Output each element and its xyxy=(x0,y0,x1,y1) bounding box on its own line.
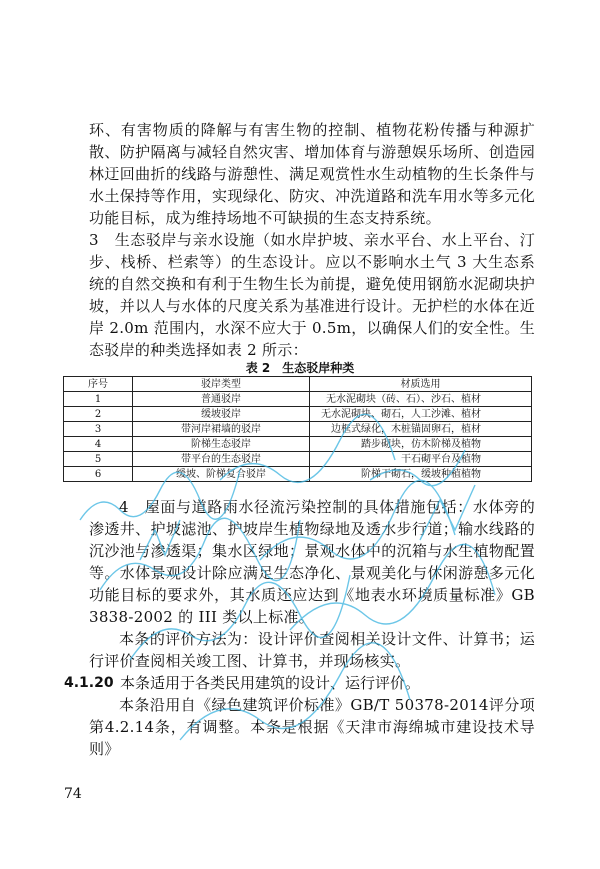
cell-material: 踏步砌块，仿木阶梯及植物 xyxy=(310,437,532,452)
cell-index: 3 xyxy=(64,422,133,437)
table-row xyxy=(64,407,532,422)
cell-index: 6 xyxy=(64,467,133,482)
page-number: 74 xyxy=(64,786,82,802)
cell-material: 无水泥砌块、砌石，人工沙滩、植材 xyxy=(310,407,532,422)
cell-index: 2 xyxy=(64,407,133,422)
cell-material: 干石砌平台及植物 xyxy=(310,452,532,467)
paragraph-clause-explanation: 本条沿用自《绿色建筑评价标准》GB/T 50378-2014评分项第4.2.14条，有调整。本条是根据《天津市海绵城市建设技术导则》 xyxy=(89,696,535,758)
clause-number: 4.1.20 xyxy=(64,675,114,691)
cell-index: 4 xyxy=(64,437,133,452)
table-row xyxy=(64,437,532,452)
cell-index: 5 xyxy=(64,452,133,467)
table-row xyxy=(64,422,532,437)
cell-revetment-type: 缓坡、阶梯复合驳岸 xyxy=(133,467,310,482)
cell-revetment-type: 带河岸裙墙的驳岸 xyxy=(133,422,310,437)
cell-revetment-type: 阶梯生态驳岸 xyxy=(133,437,310,452)
paragraph-evaluation-method: 本条的评价方法为：设计评价查阅相关设计文件、计算书；运行评价查阅相关竣工图、计算书，并现场核实。 xyxy=(89,630,535,670)
cell-revetment-type: 缓坡驳岸 xyxy=(133,407,310,422)
revetment-types-table xyxy=(63,376,532,482)
cell-material: 边框式绿化，木桩锚固卵石，植材 xyxy=(310,422,532,437)
cell-revetment-type: 带平台的生态驳岸 xyxy=(133,452,310,467)
cell-revetment-type: 普通驳岸 xyxy=(133,392,310,407)
table-header-row xyxy=(64,377,532,392)
paragraph-ecological-functions: 环、有害物质的降解与有害生物的控制、植物花粉传播与种源扩散、防护隔离与减轻自然灾害、增加体育与游憩娱乐场所、创造园林迂回曲折的线路与游憩性、满足观赏性水生动植物的生长条件与水土保持等作用，实现绿化、防灾、冲洗道路和洗车用水等多元化功能目标，成为维持场地不可缺损的生态支持系统。 xyxy=(89,121,535,227)
header-revetment-type: 驳岸类型 xyxy=(133,377,310,392)
paragraph-ecological-revetment: 3 生态驳岸与亲水设施（如水岸护坡、亲水平台、水上平台、汀步、栈桥、栏索等）的生态设计。应以不影响水土气 3 大生态系统的自然交换和有利于生物生长为前提，避免使用钢筋水泥砌块护坡，并以人与水体的尺度关系为基准进行设计。无护栏的水体在近岸 2.0m 范围内，水深不应大于 0.5m，以确保人们的安全性。生态驳岸的种类选择如表 2 所示： xyxy=(89,231,535,359)
clause-text: 本条适用于各类民用建筑的设计、运行评价。 xyxy=(120,674,421,692)
table-row xyxy=(64,392,532,407)
table-row xyxy=(64,452,532,467)
paragraph-runoff-control: 4 屋面与道路雨水径流污染控制的具体措施包括：水体旁的渗透井、护坡滤池、护坡岸生植物绿地及透水步行道；输水线路的沉沙池与渗透渠；集水区绿地；景观水体中的沉箱与水生植物配置等。水体景观设计除应满足生态净化、景观美化与休闲游憩多元化功能目标的要求外，其水质还应达到《地表水环境质量标准》GB 3838-2002 的 III 类以上标准。 xyxy=(89,498,535,626)
header-material: 材质选用 xyxy=(310,377,532,392)
cell-material: 无水泥砌块（砖、石）、沙石、植材 xyxy=(310,392,532,407)
cell-material: 阶梯干砌石，缓坡种植植物 xyxy=(310,467,532,482)
table-caption: 表 2 生态驳岸种类 xyxy=(245,361,355,375)
header-index: 序号 xyxy=(64,377,133,392)
table-row xyxy=(64,467,532,482)
cell-index: 1 xyxy=(64,392,133,407)
